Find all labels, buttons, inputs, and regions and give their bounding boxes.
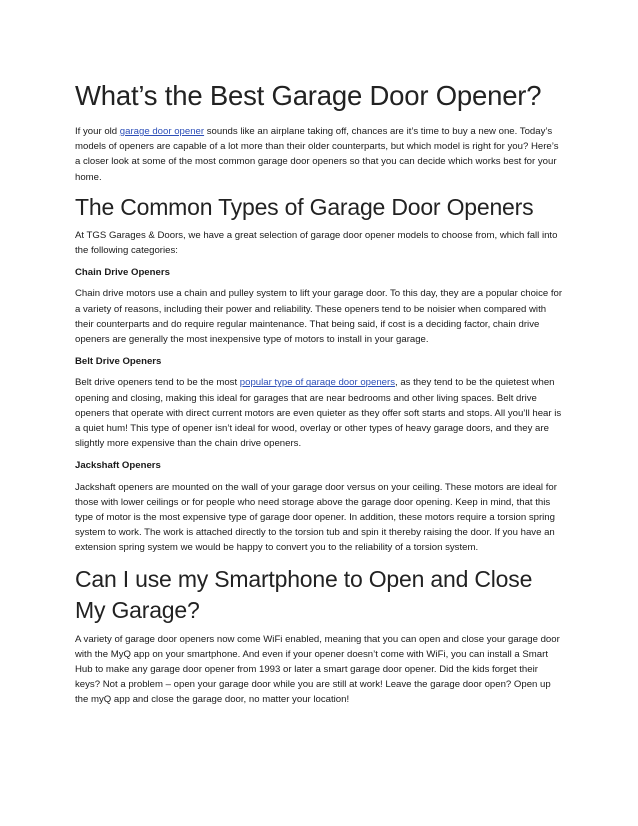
- intro-text-before: If your old: [75, 126, 120, 137]
- belt-drive-paragraph: [75, 375, 565, 451]
- garage-door-opener-link[interactable]: garage door opener: [119, 126, 205, 137]
- types-intro-paragraph: At TGS Garages & Doors, we have a great selection of garage door opener models to choose from, which fall into the following categories:: [75, 229, 558, 257]
- subheading-belt-drive: Belt Drive Openers: [75, 356, 162, 368]
- section-heading-types: The Common Types of Garage Door Openers: [75, 193, 534, 220]
- jackshaft-paragraph: Jackshaft openers are mounted on the wall of your garage door versus on your ceiling. These motors are ideal for those with lower ceilings or for people who need storage above the garage door opening. Keep in mind, that this type of motor is the most expensive type of garage door opener. In addition, these motors require a torsion spring system to work. The work is attached directly to the torsion tub and spin it thereby raising the door. If you have an extension spring system we would be happy to convert you to the reliability of a torsion system.: [75, 481, 557, 554]
- intro-paragraph: [75, 124, 565, 185]
- chain-drive-paragraph: Chain drive motors use a chain and pulley system to lift your garage door. To this day, they are a popular choice for a variety of reasons, including their power and reliability. These openers tend to be noisier when compared with their counterparts and do require regular maintenance. That being said, if cost is a deciding factor, chain drive openers are generally the most inexpensive type of motors to install in your garage.: [75, 288, 563, 346]
- page-title: What’s the Best Garage Door Opener?: [75, 80, 542, 111]
- popular-types-link[interactable]: popular type of garage door openers: [239, 377, 396, 389]
- smartphone-paragraph: A variety of garage door openers now come WiFi enabled, meaning that you can open and close your garage door with the MyQ app on your smartphone. And even if your opener doesn’t come with WiFi, you can install a Smart Hub to make any garage door opener from 1993 or later a smart garage door opener. Did the kids forget their keys? Not a problem – open your garage door while you are still at work! Leave the garage door open? Open up the myQ app and close the garage door, no matter your location!: [75, 633, 560, 706]
- belt-text-before: Belt drive openers tend to be the most: [75, 377, 240, 389]
- subheading-jackshaft: Jackshaft Openers: [75, 460, 161, 472]
- belt-text-after: , as they tend to be the quietest when opening and closing, making this ideal for garages that are near bedrooms and other living spaces. Belt drive openers that operate with direct current motors are even quieter as they offer soft starts and stops. All you’ll hear is a quiet hum! This type of opener isn’t ideal for wood, overlay or other types of heavy garage doors, and they are slightly more expensive than the chain drive openers.: [75, 377, 562, 450]
- section-heading-smartphone: Can I use my Smartphone to Open and Close My Garage?: [75, 565, 533, 623]
- subheading-chain-drive: Chain Drive Openers: [75, 267, 170, 279]
- intro-text-after: sounds like an airplane taking off, chances are it’s time to buy a new one. Today’s models of openers are capable of a lot more than their older counterparts, but which model is right for you? Here’s a closer look at some of the most common garage door openers so that you can decide which works best for your home.: [75, 126, 559, 183]
- document-page: [75, 80, 565, 715]
